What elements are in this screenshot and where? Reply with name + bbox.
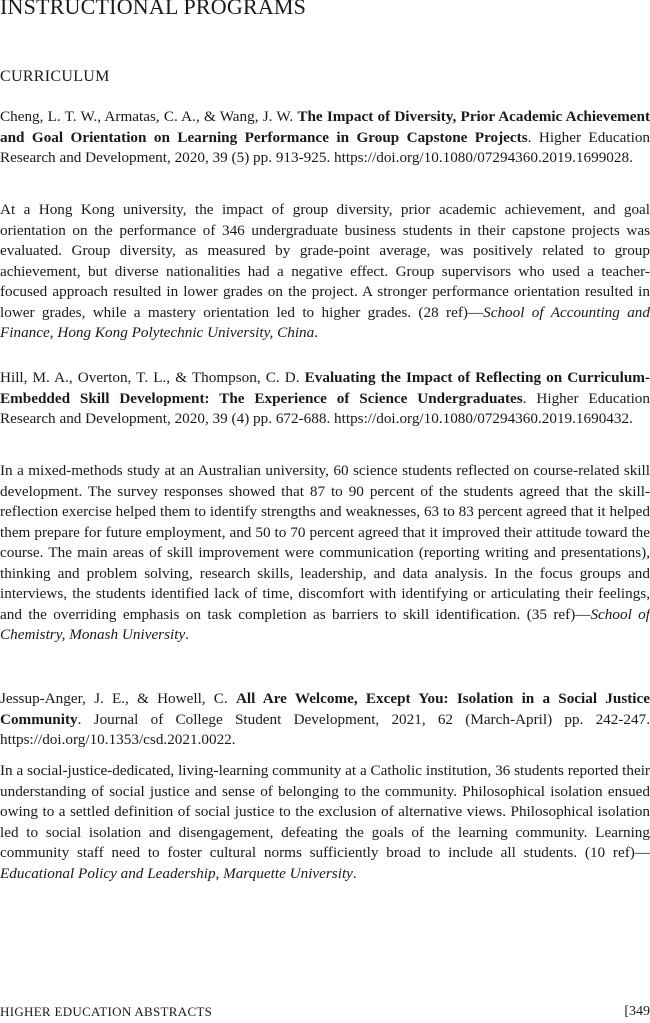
citation-source: . Higher Education Research and Development, 2020, 39 (4) pp. 672-688. https://doi.org/10.1080/07294360.2019.1690432. — [0, 389, 650, 427]
citation-authors: Jessup-Anger, J. E., & Howell, C. — [0, 690, 228, 707]
footer-page-number: [349 — [624, 1004, 650, 1019]
abstract-end: . — [352, 864, 357, 882]
abstract — [0, 461, 650, 646]
citation-authors: Cheng, L. T. W., Armatas, C. A., & Wang, J. W. — [0, 108, 294, 125]
abstract — [0, 200, 650, 344]
abstract-text: In a social-justice-dedicated, living-learning community at a Catholic institution, 36 students reported their understanding of social justice and sense of belonging to the community. Philosophical isolation ensued owing to a settled definition of social justice to the exclusion of alternative views. Philosophical isolation led to social isolation and disengagement, defeating the goals of the learning community. Learning community staff need to foster cultural norms sufficiently broad to include all students. (10 ref)— — [0, 762, 650, 861]
abstract-text: At a Hong Kong university, the impact of group diversity, prior academic achievement, and goal orientation on the performance of 346 undergraduate business students in their capstone projects was evaluated. Group diversity, as measured by grade-point average, was positively related to group achievement, but diverse nationalities had a negative effect. Group supervisors who used a teacher-focused approach resulted in lower grades on the project. A stronger performance orientation resulted in lower grades, while a mastery orientation led to higher grades. (28 ref)— — [0, 201, 650, 321]
footer-journal-name: HIGHER EDUCATION ABSTRACTS — [0, 1004, 213, 1019]
citation-title: All Are Welcome, Except You: Isolation in a Social Justice Community — [0, 690, 650, 728]
subsection-title: CURRICULUM — [0, 68, 110, 85]
abstract-end: . — [185, 626, 189, 643]
citation-title: Evaluating the Impact of Reflecting on Curriculum-Embedded Skill Development: The Experience of Science Undergraduates — [0, 369, 650, 407]
abstract-affiliation: School of Chemistry, Monash University — [0, 605, 650, 643]
citation-source: . Higher Education Research and Development, 2020, 39 (5) pp. 913-925. https://doi.org/10.1080/07294360.2019.1699028. — [0, 128, 650, 166]
abstract-affiliation: School of Accounting and Finance, Hong Kong Polytechnic University, China — [0, 303, 650, 341]
abstract — [0, 761, 650, 884]
section-title: INSTRUCTIONAL PROGRAMS — [0, 0, 307, 19]
citation-authors: Hill, M. A., Overton, T. L., & Thompson, C. D. — [0, 369, 300, 386]
abstract-affiliation: Educational Policy and Leadership, Marquette University — [0, 864, 353, 882]
citation-source: . Journal of College Student Development, 2021, 62 (March-April) pp. 242-247. https://doi.org/10.1353/csd.2021.0022. — [0, 710, 650, 748]
abstract-end: . — [314, 324, 319, 341]
citation — [0, 689, 650, 751]
citation-title: The Impact of Diversity, Prior Academic Achievement and Goal Orientation on Learning Performance in Group Capstone Projects — [0, 108, 650, 146]
abstract-text: In a mixed-methods study at an Australian university, 60 science students reflected on course-related skill development. The survey responses showed that 87 to 90 percent of the students agreed that the skill-reflection exercise helped them to identify strengths and weaknesses, 63 to 83 percent agreed that it helped them prepare for future employment, and 50 to 70 percent agreed that it improved their attitude toward the course. The main areas of skill improvement were communication (reporting writing and presentations), thinking and problem solving, research skills, leadership, and data analysis. In the focus groups and interviews, the students identified lack of time, discomfort with identifying or articulating their feelings, and the overriding emphasis on task completion as barriers to skill identification. (35 ref)— — [0, 462, 650, 623]
citation — [0, 107, 650, 169]
citation — [0, 368, 650, 430]
